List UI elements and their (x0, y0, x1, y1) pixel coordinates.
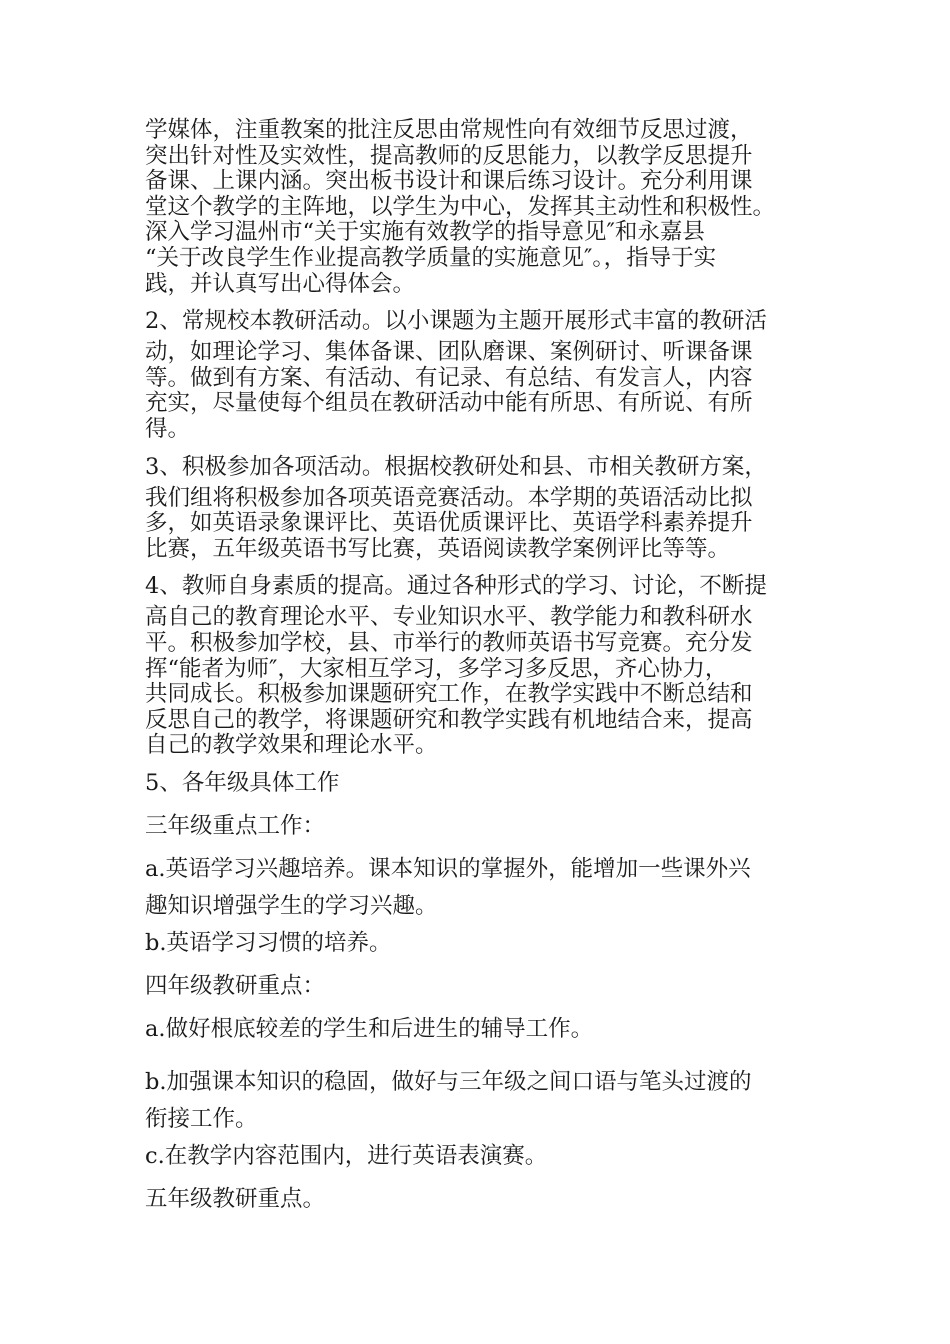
text-line: 比赛，五年级英语书写比赛，英语阅读教学案例评比等等。 (145, 535, 731, 562)
text-line: 深入学习温州市“关于实施有效教学的指导意见″和永嘉县 (145, 219, 705, 246)
item-4-heading: 4、教师自身素质的提高。通过各种形式的学习、讨论，不断提 (145, 573, 767, 600)
grade-3-item-b: b.英语学习习惯的培养。 (145, 929, 392, 956)
document-page (145, 118, 820, 1218)
text-line: 备课、上课内涵。突出板书设计和课后练习设计。充分利用课 (145, 168, 753, 195)
text-line: 等。做到有方案、有活动、有记录、有总结、有发言人，内容 (145, 364, 753, 391)
text-line: 平。积极参加学校，县、市举行的教师英语书写竞赛。充分发 (145, 629, 753, 656)
paragraph-reflection (145, 118, 820, 297)
grade-4-title: 四年级教研重点： (145, 972, 326, 999)
text-line: “关于改良学生作业提高教学质量的实施意见″。，指导于实 (145, 244, 717, 271)
text-line: 学媒体，注重教案的批注反思由常规性向有效细节反思过渡， (145, 117, 753, 143)
text-line: 我们组将积极参加各项英语竞赛活动。本学期的英语活动比拟 (145, 484, 753, 511)
text-line: 践，并认真写出心得体会。 (145, 270, 416, 297)
grade-4-item-a: a.做好根底较差的学生和后进生的辅导工作。 (145, 1015, 594, 1042)
text-line: 得。 (145, 415, 191, 442)
grade-3-item-a: a.英语学习兴趣培养。课本知识的掌握外，能增加一些课外兴 (145, 855, 751, 882)
item-2-body (145, 340, 820, 442)
text-line: 动，如理论学习、集体备课、团队磨课、案例研讨、听课备课 (145, 339, 753, 366)
text-line: 共同成长。积极参加课题研究工作，在教学实践中不断总结和 (145, 681, 753, 708)
grade-5-title: 五年级教研重点。 (145, 1185, 326, 1212)
text-line: 充实，尽量使每个组员在教研活动中能有所思、有所说、有所 (145, 390, 753, 417)
item-5-heading: 5、各年级具体工作 (145, 769, 340, 796)
text-line: 高自己的教育理论水平、专业知识水平、教学能力和教科研水 (145, 604, 753, 631)
item-4-body (145, 605, 820, 759)
text-line: 自己的教学效果和理论水平。 (145, 732, 438, 759)
grade-4-item-b-cont: 衔接工作。 (145, 1105, 258, 1132)
grade-4-item-b: b.加强课本知识的稳固，做好与三年级之间口语与笔头过渡的 (145, 1068, 752, 1095)
grade-3-item-a-cont: 趣知识增强学生的学习兴趣。 (145, 892, 438, 919)
grade-3-title: 三年级重点工作： (145, 812, 326, 839)
text-line: 多，如英语录象课评比、英语优质课评比、英语学科素养提升 (145, 510, 753, 537)
text-line: 堂这个教学的主阵地，以学生为中心，发挥其主动性和积极性。 (145, 193, 776, 220)
grade-4-item-c: c.在教学内容范围内，进行英语表演赛。 (145, 1142, 548, 1169)
text-line: 挥“能者为师″，大家相互学习，多学习多反思，齐心协力， (145, 655, 728, 682)
item-2-heading: 2、常规校本教研活动。以小课题为主题开展形式丰富的教研活 (145, 308, 767, 335)
text-line: 突出针对性及实效性，提高教师的反思能力，以教学反思提升 (145, 142, 753, 169)
item-3-heading: 3、积极参加各项活动。根据校教研处和县、市相关教研方案， (145, 453, 767, 480)
text-line: 反思自己的教学，将课题研究和教学实践有机地结合来，提高 (145, 706, 753, 733)
item-3-body (145, 486, 820, 563)
